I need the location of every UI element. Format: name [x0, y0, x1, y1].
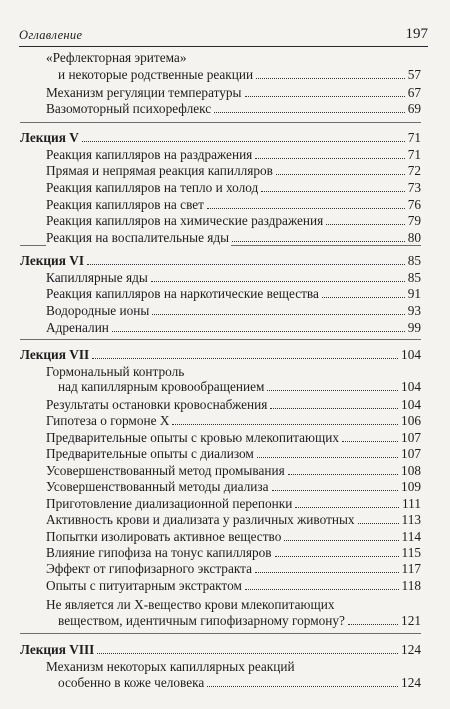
entry-page-number: 115 — [401, 545, 421, 560]
dot-leader — [207, 208, 405, 209]
entry-page-number: 67 — [407, 85, 421, 100]
entry-title: Не является ли X-вещество крови млекопитающих — [46, 597, 335, 612]
entry-title: Реакция капилляров на тепло и холод — [46, 180, 259, 195]
entry-page-number: 109 — [401, 479, 421, 494]
dot-leader — [276, 174, 405, 175]
entry-page-number: 111 — [402, 496, 421, 511]
entry-page-number: 124 — [401, 675, 421, 690]
toc-entry-line — [0, 659, 450, 675]
dot-leader — [255, 572, 399, 573]
toc-entry-line — [0, 529, 450, 545]
entry-page-number: 104 — [401, 379, 421, 394]
toc-entry-line — [0, 430, 450, 446]
dot-leader — [270, 408, 398, 409]
toc-entry-line — [0, 379, 450, 395]
lecture-title: Лекция VI — [20, 253, 84, 268]
toc-lecture-heading — [0, 347, 450, 363]
entry-page-number: 79 — [407, 213, 421, 228]
toc-entry-line — [0, 597, 450, 613]
dot-leader — [256, 78, 405, 79]
toc-lecture-heading — [0, 130, 450, 146]
toc-entry-line — [0, 101, 450, 117]
toc-entry-line — [0, 180, 450, 196]
lecture-title: Лекция VII — [20, 347, 90, 362]
dot-leader — [284, 540, 399, 541]
dot-leader — [152, 314, 405, 315]
dot-leader — [82, 141, 405, 142]
entry-title: Водородные ионы — [46, 303, 150, 318]
entry-page-number: 107 — [401, 430, 421, 445]
toc-entry-line — [0, 303, 450, 319]
toc-entry-line — [0, 50, 450, 66]
entry-page-number: 76 — [407, 197, 421, 212]
entry-title: Усовершенствованный методы диализа — [46, 479, 269, 494]
toc-entry-line — [0, 561, 450, 577]
section-divider — [20, 339, 421, 340]
page-number: 197 — [405, 26, 428, 42]
entry-title: Эффект от гипофизарного экстракта — [46, 561, 253, 576]
entry-page-number: 85 — [407, 270, 421, 285]
toc-lecture-heading — [0, 253, 450, 269]
entry-page-number: 69 — [407, 101, 421, 116]
entry-title: «Рефлекторная эритема» — [46, 50, 187, 65]
entry-title: Предварительные опыты с диализом — [46, 446, 254, 461]
dot-leader — [348, 624, 398, 625]
entry-title: Прямая и непрямая реакция капилляров — [46, 163, 273, 178]
dot-leader — [272, 490, 398, 491]
entry-title: Капиллярные яды — [46, 270, 148, 285]
entry-page-number: 71 — [407, 130, 421, 145]
entry-title: Попытки изолировать активное вещество — [46, 529, 282, 544]
dot-leader — [288, 474, 398, 475]
toc-entry-line — [0, 270, 450, 286]
toc-entry-line — [0, 286, 450, 302]
dot-leader — [232, 241, 405, 242]
toc-entry-line — [0, 613, 450, 629]
entry-title: Механизм некоторых капиллярных реакций — [46, 659, 295, 674]
entry-title: Результаты остановки кровоснабжения — [46, 397, 268, 412]
entry-page-number: 72 — [407, 163, 421, 178]
dot-leader — [151, 281, 405, 282]
toc-entry-line — [0, 197, 450, 213]
dot-leader — [275, 556, 399, 557]
entry-title: Вазомоторный психорефлекс — [46, 101, 212, 116]
toc-entry-line — [0, 364, 450, 380]
toc-entry-line — [0, 320, 450, 336]
entry-page-number: 93 — [407, 303, 421, 318]
entry-title: Влияние гипофиза на тонус капилляров — [46, 545, 272, 560]
entry-page-number: 107 — [401, 446, 421, 461]
toc-entry-line — [0, 147, 450, 163]
lecture-title: Лекция VIII — [20, 642, 95, 657]
toc-entry-line — [0, 446, 450, 462]
entry-page-number: 80 — [407, 230, 421, 245]
entry-title: особенно в коже человека — [58, 675, 205, 690]
entry-page-number: 117 — [401, 561, 421, 576]
entry-page-number: 113 — [401, 512, 421, 527]
dot-leader — [261, 191, 405, 192]
entry-page-number: 121 — [401, 613, 421, 628]
dot-leader — [255, 158, 405, 159]
entry-page-number: 85 — [407, 253, 421, 268]
dot-leader — [112, 331, 405, 332]
toc-entry-line — [0, 413, 450, 429]
entry-title: Приготовление диализационной перепонки — [46, 496, 293, 511]
toc-entry-line — [0, 85, 450, 101]
dot-leader — [322, 297, 405, 298]
dot-leader — [87, 264, 405, 265]
entry-title: Реакция капилляров на химические раздражения — [46, 213, 324, 228]
lecture-title: Лекция V — [20, 130, 79, 145]
entry-title: Гормональный контроль — [46, 364, 185, 379]
entry-title: над капиллярным кровообращением — [58, 379, 265, 394]
entry-title: Активность крови и диализата у различных животных — [46, 512, 355, 527]
dot-leader — [214, 112, 405, 113]
entry-title: Опыты с питуитарным экстрактом — [46, 578, 242, 593]
dot-leader — [267, 390, 398, 391]
entry-title: Реакция капилляров на раздражения — [46, 147, 253, 162]
section-divider — [20, 122, 421, 123]
section-divider — [20, 633, 421, 634]
dot-leader — [207, 686, 398, 687]
entry-page-number: 104 — [401, 397, 421, 412]
toc-entry-line — [0, 545, 450, 561]
entry-title: Реакция капилляров на наркотические вещества — [46, 286, 319, 301]
entry-title: Реакция на воспалительные яды — [46, 230, 230, 245]
entry-page-number: 71 — [407, 147, 421, 162]
entry-page-number: 118 — [401, 578, 421, 593]
toc-entry-line — [0, 578, 450, 594]
toc-entry-line — [0, 67, 450, 83]
entry-page-number: 99 — [407, 320, 421, 335]
toc-entry-line — [0, 230, 450, 246]
dot-leader — [245, 96, 405, 97]
entry-title: и некоторые родственные реакции — [58, 67, 254, 82]
toc-entry-line — [0, 397, 450, 413]
entry-page-number: 114 — [401, 529, 421, 544]
running-title: Оглавление — [19, 28, 83, 42]
toc-entry-line — [0, 163, 450, 179]
dot-leader — [358, 523, 399, 524]
dot-leader — [172, 424, 398, 425]
entry-page-number: 91 — [407, 286, 421, 301]
dot-leader — [326, 224, 405, 225]
entry-page-number: 108 — [401, 463, 421, 478]
toc-entry-line — [0, 512, 450, 528]
dot-leader — [257, 457, 398, 458]
entry-title: Предварительные опыты с кровью млекопитающих — [46, 430, 339, 445]
dot-leader — [97, 653, 398, 654]
entry-page-number: 57 — [407, 67, 421, 82]
entry-title: Гипотеза о гормоне X — [46, 413, 170, 428]
toc-entry-line — [0, 496, 450, 512]
entry-title: Адреналин — [46, 320, 109, 335]
dot-leader — [342, 441, 398, 442]
entry-title: Механизм регуляции температуры — [46, 85, 242, 100]
entry-page-number: 73 — [407, 180, 421, 195]
entry-title: Усовершенствованный метод промывания — [46, 463, 285, 478]
toc-entry-line — [0, 463, 450, 479]
toc-entry-line — [0, 479, 450, 495]
toc-entry-line — [0, 213, 450, 229]
toc-lecture-heading — [0, 642, 450, 658]
toc-entry-line — [0, 675, 450, 691]
entry-title: веществом, идентичным гипофизарному гормону? — [58, 613, 345, 628]
entry-title: Реакция капилляров на свет — [46, 197, 204, 212]
dot-leader — [295, 507, 399, 508]
entry-page-number: 106 — [401, 413, 421, 428]
dot-leader — [92, 358, 398, 359]
dot-leader — [245, 589, 399, 590]
entry-page-number: 104 — [401, 347, 421, 362]
entry-page-number: 124 — [401, 642, 421, 657]
